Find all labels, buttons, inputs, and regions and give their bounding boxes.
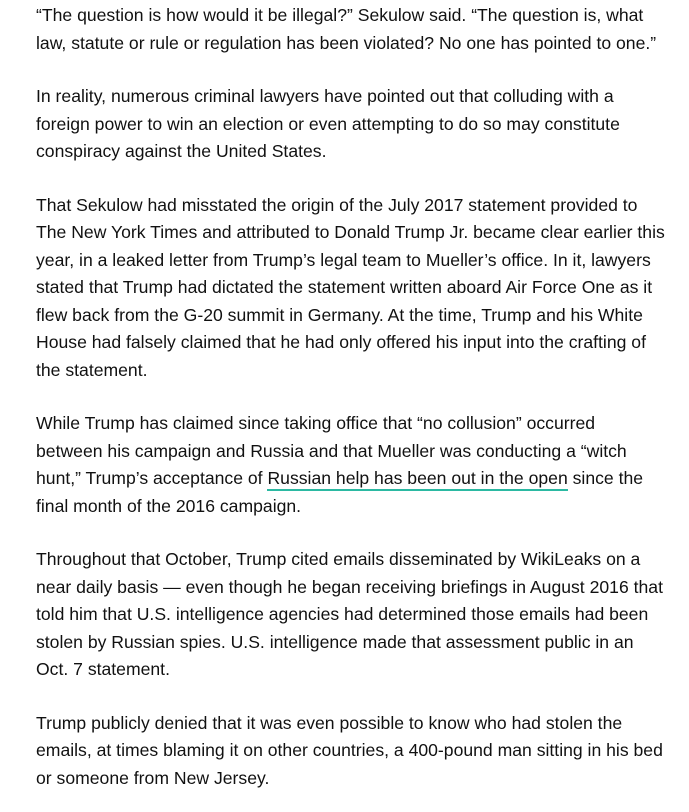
paragraph-wikileaks: Throughout that October, Trump cited emails disseminated by WikiLeaks on a near daily basis — even though he began receiving briefings in August 2016 that told him that U.S. intelligence agencies had determined those emails had been stolen by Russian spies. U.S. intelligence made that assessment public in an Oct. 7 statement.: [36, 549, 663, 679]
paragraph-sekulow-quote: “The question is how would it be illegal?” Sekulow said. “The question is, what law, statute or rule or regulation has been violated? No one has pointed to one.”: [36, 5, 657, 53]
paragraph-text-after-link: since the final month of the 2016 campaign.: [36, 468, 644, 516]
paragraph-criminal-lawyers: In reality, numerous criminal lawyers have pointed out that colluding with a foreign power to win an election or even attempting to do so may constitute conspiracy against the United States.: [36, 86, 620, 161]
paragraph-july-2017-statement: That Sekulow had misstated the origin of the July 2017 statement provided to The New York Times and attributed to Donald Trump Jr. became clear earlier this year, in a leaked letter from Trump’s legal team to Mueller’s office. In it, lawyers stated that Trump had dictated the statement written aboard Air Force One as it flew back from the G-20 summit in Germany. At the time, Trump and his White House had falsely claimed that he had only offered his input into the crafting of the statement.: [36, 194, 665, 380]
paragraph-text-before-link: While Trump has claimed since taking office that “no collusion” occurred between his campaign and Russia and that Mueller was conducting a “witch hunt,” Trump’s acceptance of: [36, 413, 627, 488]
russian-help-link[interactable]: Russian help has been out in the open: [267, 468, 567, 491]
article-body: [36, 2, 666, 792]
paragraph-no-collusion: [36, 410, 666, 520]
paragraph-denial: Trump publicly denied that it was even possible to know who had stolen the emails, at times blaming it on other countries, a 400-pound man sitting in his bed or someone from New Jersey.: [36, 712, 663, 788]
